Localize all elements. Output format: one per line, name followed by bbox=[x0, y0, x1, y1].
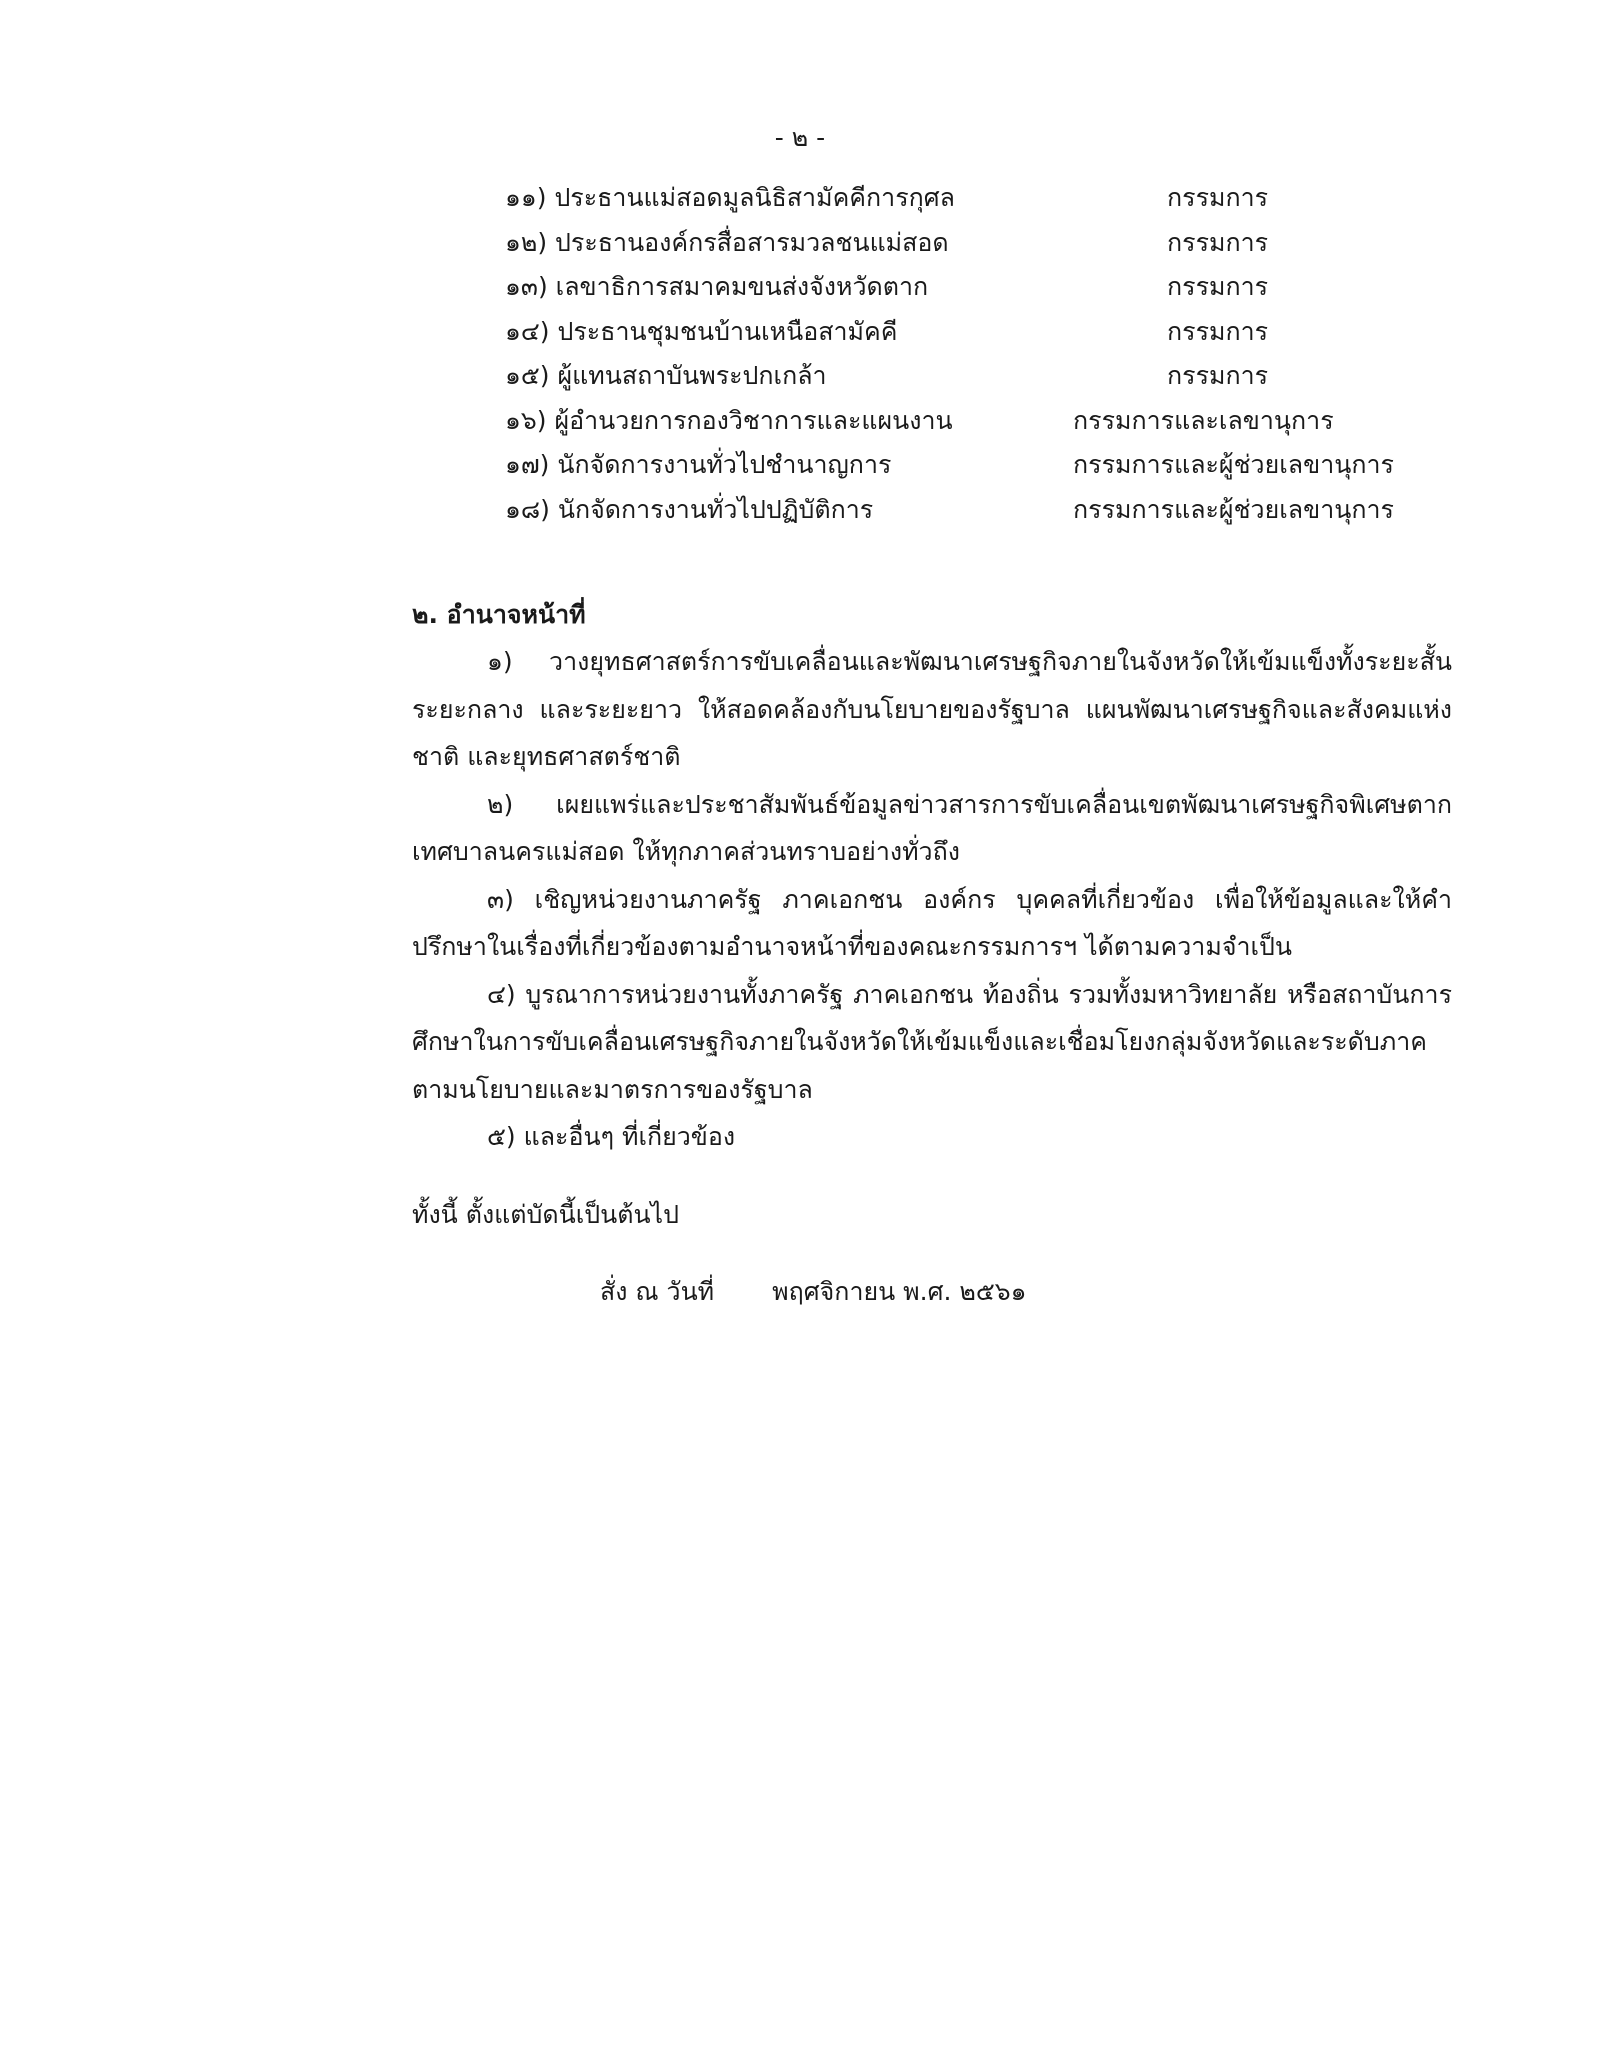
duty-item: ๔) บูรณาการหน่วยงานทั้งภาครัฐ ภาคเอกชน ท้องถิ่น รวมทั้งมหาวิทยาลัย หรือสถาบันการศึกษาในการขับเคลื่อนเศรษฐกิจภายในจังหวัดให้เข้มแข็งและเชื่อมโยงกลุ่มจังหวัดและระดับภาคตามนโยบายและมาตรการของรัฐบาล bbox=[412, 979, 1452, 1104]
page-number: - ๒ - bbox=[774, 123, 826, 152]
order-date-label: สั่ง ณ วันที่ bbox=[600, 1277, 715, 1306]
member-row bbox=[0, 399, 1600, 444]
member-name: ๑๒) ประธานองค์กรสื่อสารมวลชนแม่สอด bbox=[505, 227, 949, 257]
duty-item: ๓) เชิญหน่วยงานภาครัฐ ภาคเอกชน องค์กร บุคคลที่เกี่ยวข้อง เพื่อให้ข้อมูลและให้คำปรึกษาในเรื่องที่เกี่ยวข้องตามอำนาจหน้าที่ของคณะกรรมการฯ ได้ตามความจำเป็น bbox=[412, 884, 1452, 961]
member-role: กรรมการ bbox=[1167, 272, 1269, 301]
member-row bbox=[0, 221, 1600, 266]
member-row bbox=[0, 443, 1600, 488]
member-row bbox=[0, 176, 1600, 221]
committee-member-list bbox=[0, 176, 1600, 532]
effective-statement: ทั้งนี้ ตั้งแต่บัดนี้เป็นต้นไป bbox=[412, 1200, 679, 1229]
member-name: ๑๕) ผู้แทนสถาบันพระปกเกล้า bbox=[505, 361, 827, 390]
member-row bbox=[0, 310, 1600, 355]
duty-item: ๑) วางยุทธศาสตร์การขับเคลื่อนและพัฒนาเศรษฐกิจภายในจังหวัดให้เข้มแข็งทั้งระยะสั้น ระยะกลาง และระยะยาว ให้สอดคล้องกับนโยบายของรัฐบาล แผนพัฒนาเศรษฐกิจและสังคมแห่งชาติ และยุทธศาสตร์ชาติ bbox=[412, 647, 1452, 771]
member-role: กรรมการ bbox=[1167, 361, 1269, 390]
order-date-line bbox=[600, 1272, 1027, 1312]
member-role: กรรมการและเลขานุการ bbox=[1073, 405, 1334, 435]
member-role: กรรมการ bbox=[1167, 316, 1269, 346]
member-row bbox=[0, 265, 1600, 310]
member-role: กรรมการ bbox=[1167, 227, 1269, 257]
duties-list bbox=[412, 638, 1452, 1161]
member-name: ๑๘) นักจัดการงานทั่วไปปฏิบัติการ bbox=[505, 494, 874, 524]
duty-item: ๕) และอื่นๆ ที่เกี่ยวข้อง bbox=[487, 1122, 736, 1151]
member-row bbox=[0, 488, 1600, 533]
member-row bbox=[0, 354, 1600, 399]
member-name: ๑๔) ประธานชุมชนบ้านเหนือสามัคคี bbox=[505, 316, 898, 346]
member-role: กรรมการ bbox=[1167, 183, 1269, 212]
member-name: ๑๗) นักจัดการงานทั่วไปชำนาญการ bbox=[505, 450, 892, 479]
member-name: ๑๓) เลขาธิการสมาคมขนส่งจังหวัดตาก bbox=[505, 272, 929, 301]
order-date-value: พฤศจิกายน พ.ศ. ๒๕๖๑ bbox=[772, 1277, 1027, 1306]
member-name: ๑๖) ผู้อำนวยการกองวิชาการและแผนงาน bbox=[505, 405, 953, 435]
member-role: กรรมการและผู้ช่วยเลขานุการ bbox=[1073, 450, 1394, 479]
member-name: ๑๑) ประธานแม่สอดมูลนิธิสามัคคีการกุศล bbox=[505, 183, 955, 212]
duty-item: ๒) เผยแพร่และประชาสัมพันธ์ข้อมูลข่าวสารการขับเคลื่อนเขตพัฒนาเศรษฐกิจพิเศษตาก เทศบาลนครแม่สอด ให้ทุกภาคส่วนทราบอย่างทั่วถึง bbox=[412, 789, 1452, 866]
section-heading: ๒. อำนาจหน้าที่ bbox=[412, 600, 586, 629]
member-role: กรรมการและผู้ช่วยเลขานุการ bbox=[1073, 494, 1394, 524]
